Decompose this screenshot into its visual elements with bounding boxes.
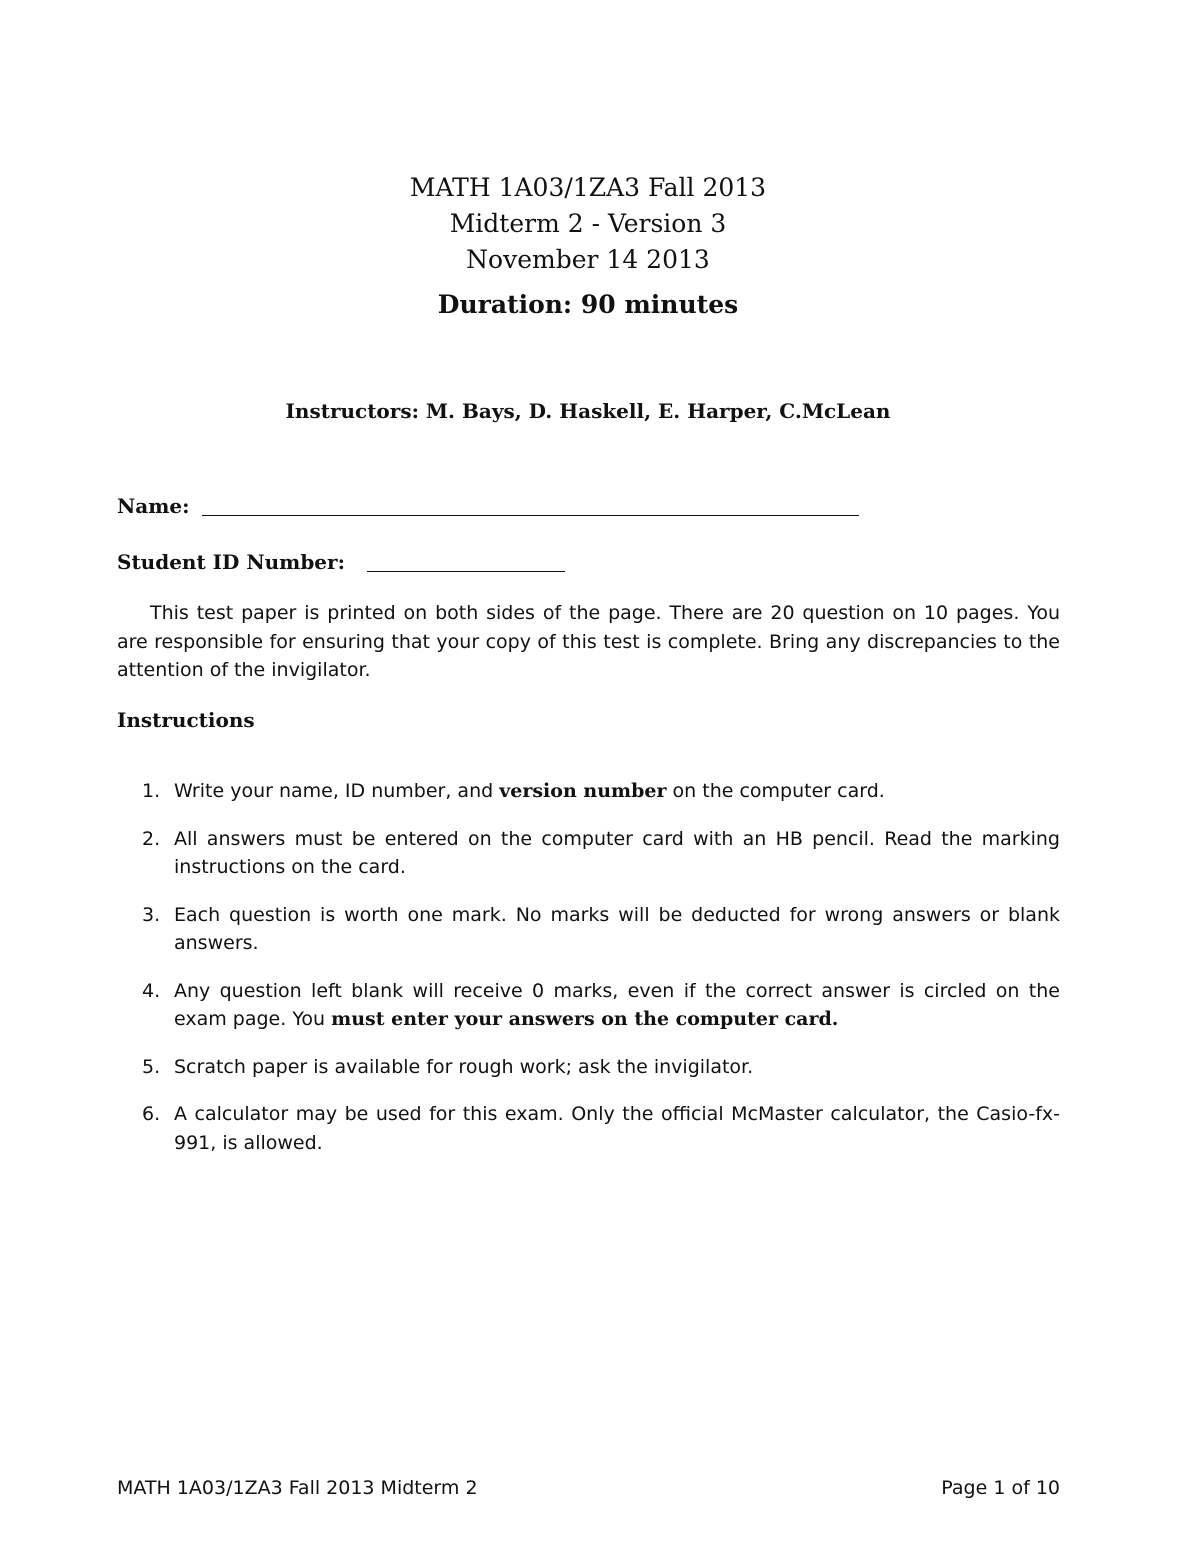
instruction-number: 6. <box>142 1103 161 1125</box>
exam-duration: Duration: 90 minutes <box>437 290 739 319</box>
instruction-text-after: on the computer card. <box>666 780 885 802</box>
instruction-text: All answers must be entered on the computer card with an HB pencil. Read the marking instructions on the card. <box>174 827 1060 878</box>
instruction-number: 2. <box>142 827 161 850</box>
instruction-item <box>117 777 1060 806</box>
instruction-item <box>117 977 1060 1034</box>
instruction-text: Any question left blank will receive 0 marks, even if the correct answer is circled on the exam page. You <box>174 979 1060 1030</box>
name-label: Name: <box>117 494 190 518</box>
student-id-blank-line[interactable] <box>367 571 565 572</box>
instruction-item <box>117 825 1060 882</box>
intro-paragraph: This test paper is printed on both sides of the page. There are 20 question on 10 pages. You are responsible for ensuring that your copy of this test is complete. Bring any discrepancies to the attention of the invigilator. <box>117 602 1060 681</box>
exam-version: Midterm 2 - Version 3 <box>449 209 727 238</box>
instruction-text: Write your name, ID number, and <box>174 780 500 802</box>
exam-date: November 14 2013 <box>466 245 710 274</box>
name-blank-line[interactable] <box>202 515 859 516</box>
course-title: MATH 1A03/1ZA3 Fall 2013 <box>409 173 767 202</box>
footer-course: MATH 1A03/1ZA3 Fall 2013 Midterm 2 <box>117 1477 478 1499</box>
instructors-line: Instructors: M. Bays, D. Haskell, E. Harper, C.McLean <box>285 399 891 423</box>
instruction-text: Scratch paper is available for rough work; ask the invigilator. <box>174 1055 754 1078</box>
instruction-item <box>117 901 1060 958</box>
instruction-item <box>117 1100 1060 1157</box>
instruction-number: 4. <box>142 979 161 1002</box>
instruction-bold-text: version number <box>499 780 667 802</box>
footer-page-number: Page 1 of 10 <box>941 1477 1060 1499</box>
instruction-item <box>117 1053 1060 1082</box>
instruction-number: 5. <box>142 1055 161 1078</box>
instructions-heading: Instructions <box>117 708 255 732</box>
instruction-text: A calculator may be used for this exam. Only the official McMaster calculator, the Casio-fx-991, is allowed. <box>174 1103 1060 1154</box>
instruction-number: 3. <box>142 903 161 926</box>
title-block <box>0 170 1176 323</box>
instructions-list <box>117 777 1060 1176</box>
instruction-bold-text: must enter your answers on the computer card. <box>331 1008 839 1030</box>
instruction-text: Each question is worth one mark. No marks will be deducted for wrong answers or blank answers. <box>174 903 1060 954</box>
instruction-number: 1. <box>142 780 161 802</box>
student-id-label: Student ID Number: <box>117 550 345 574</box>
